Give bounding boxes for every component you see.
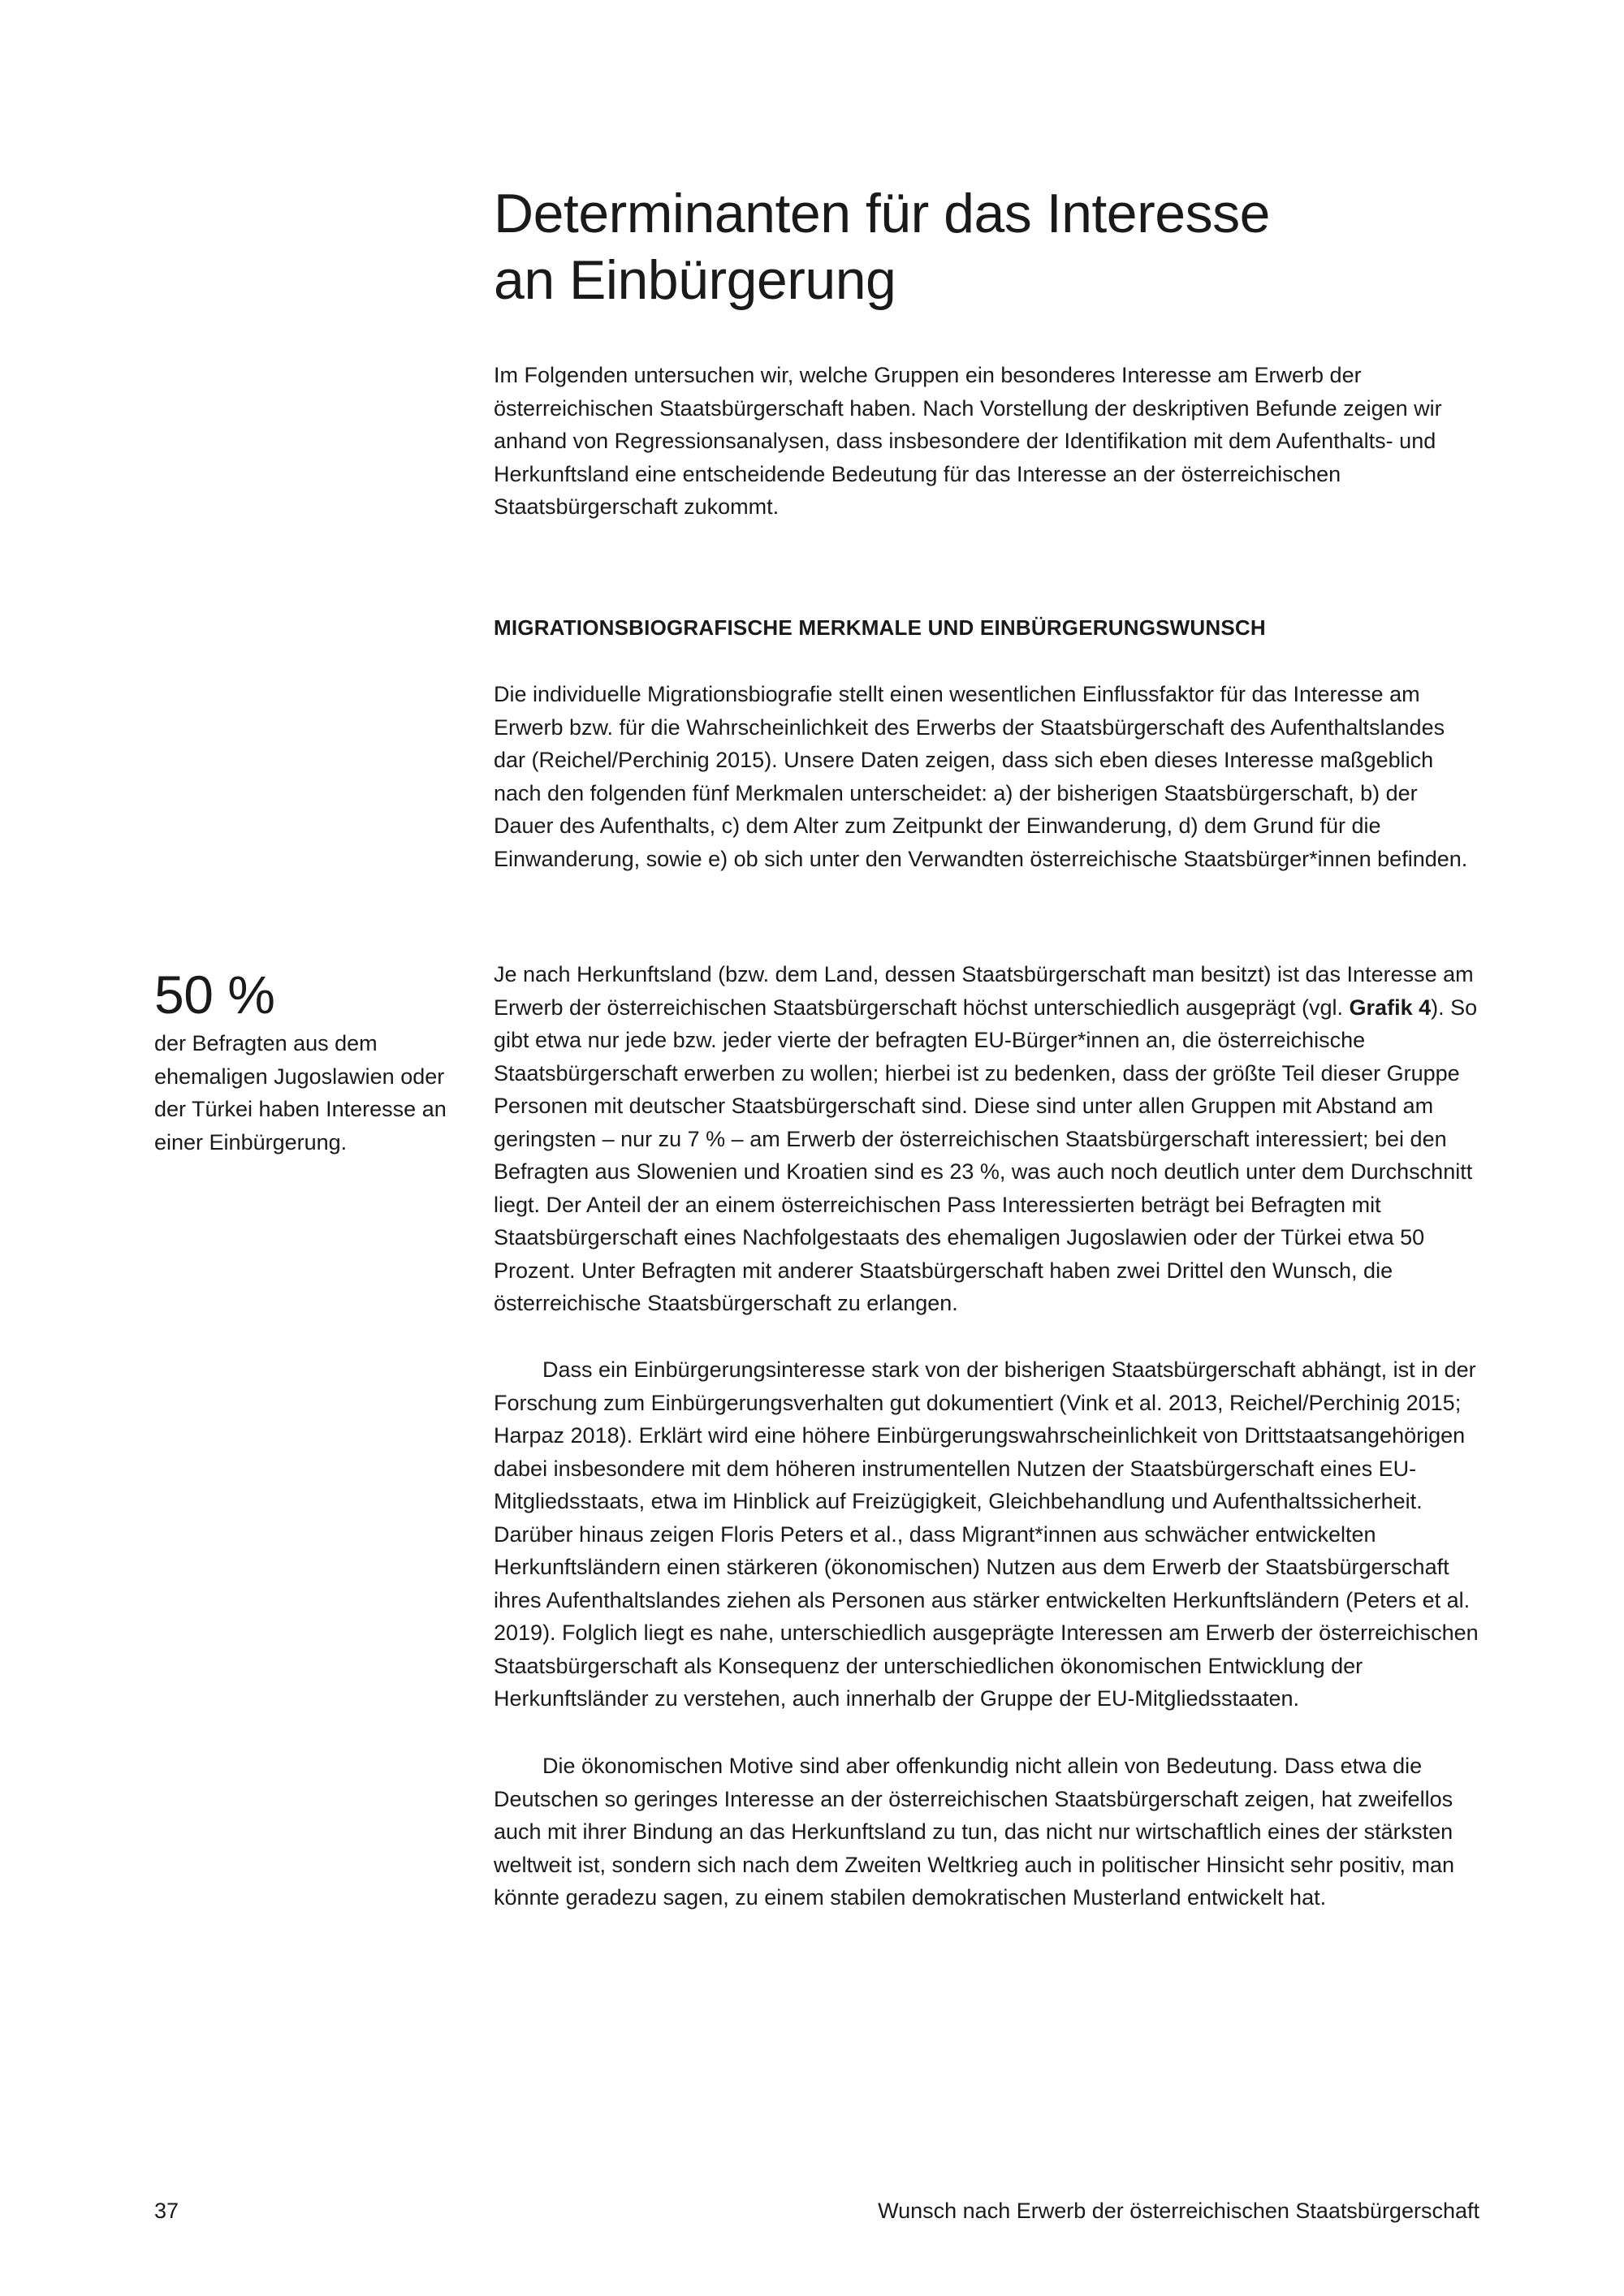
page-title-line-2: an Einbürgerung	[494, 249, 896, 311]
body-paragraph-2	[494, 958, 1480, 1320]
body-paragraph-2-part-1: Je nach Herkunftsland (bzw. dem Land, dessen Staatsbürgerschaft man besitzt) ist das Interesse am Erwerb der österreichischen Staatsbürgerschaft höchst unterschiedlich ausgeprägt (vgl.	[494, 962, 1474, 1020]
running-footer-title: Wunsch nach Erwerb der österreichischen Staatsbürgerschaft	[878, 2199, 1479, 2223]
pull-quote-number: 50 %	[154, 965, 275, 1025]
pull-quote	[154, 962, 447, 1159]
page-title	[494, 180, 1468, 313]
section-heading: MIGRATIONSBIOGRAFISCHE MERKMALE UND EINBÜRGERUNGSWUNSCH	[494, 615, 1266, 640]
figure-reference-link[interactable]: Grafik 4	[1349, 995, 1432, 1020]
body-paragraph-3: Dass ein Einbürgerungsinteresse stark von der bisherigen Staatsbürgerschaft abhängt, ist in der Forschung zum Einbürgerungsverhalten gut dokumentiert (Vink et al. 2013, Reichel/Perchinig 2015; Harpaz 2018). Erklärt wird eine höhere Einbürgerungswahrscheinlichkeit von Drittstaatsangehörigen dabei insbesondere mit dem höheren instrumentellen Nutzen der Staatsbürgerschaft eines EU-Mitgliedsstaats, etwa im Hinblick auf Freizügigkeit, Gleichbehandlung und Aufenthaltssicherheit. Darüber hinaus zeigen Floris Peters et al., dass Migrant*innen aus schwächer entwickelten Herkunftsländern einen stärkeren (ökonomischen) Nutzen aus dem Erwerb der Staatsbürgerschaft ihres Aufenthaltslandes ziehen als Personen aus stärker entwickelten Herkunftsländern (Peters et al. 2019). Folglich liegt es nahe, unterschiedlich ausgeprägte Interessen am Erwerb der österreichischen Staatsbürgerschaft als Konsequenz der unterschiedlichen ökonomischen Entwicklung der Herkunftsländer zu verstehen, auch innerhalb der Gruppe der EU-Mitgliedsstaaten.	[494, 1357, 1479, 1711]
body-paragraph-4: Die ökonomischen Motive sind aber offenkundig nicht allein von Bedeutung. Dass etwa die Deutschen so geringes Interesse an der österreichischen Staatsbürgerschaft zeigen, hat zweifellos auch mit ihrer Bindung an das Herkunftsland zu tun, das nicht nur wirtschaftlich eines der stärksten weltweit ist, sondern sich nach dem Zweiten Weltkrieg auch in politischer Hinsicht sehr positiv, man könnte geradezu sagen, zu einem stabilen demokratischen Musterland entwickelt hat.	[494, 1754, 1455, 1910]
intro-paragraph: Im Folgenden untersuchen wir, welche Gruppen ein besonderes Interesse am Erwerb der österreichischen Staatsbürgerschaft haben. Nach Vorstellung der deskriptiven Befunde zeigen wir anhand von Regressionsanalysen, dass insbesondere der Identifikation mit dem Aufenthalts- und Herkunftsland eine entscheidende Bedeutung für das Interesse an der österreichischen Staatsbürgerschaft zukommt.	[494, 363, 1442, 519]
page-title-line-1: Determinanten für das Interesse	[494, 183, 1270, 244]
page-number: 37	[154, 2199, 179, 2223]
pull-quote-text: der Befragten aus dem ehemaligen Jugoslawien oder der Türkei haben Interesse an einer Einbürgerung.	[154, 1031, 447, 1154]
body-paragraph-2-part-2: ). So gibt etwa nur jede bzw. jeder vierte der befragten EU-Bürger*innen an, die österreichische Staatsbürgerschaft erwerben zu wollen; hierbei ist zu bedenken, dass der größte Teil dieser Gruppe Personen mit deutscher Staatsbürgerschaft sind. Diese sind unter allen Gruppen mit Abstand am geringsten – nur zu 7 % – am Erwerb der österreichischen Staatsbürgerschaft interessiert; bei den Befragten aus Slowenien und Kroatien sind es 23 %, was auch noch deutlich unter dem Durchschnitt liegt. Der Anteil der an einem österreichischen Pass Interessierten beträgt bei Befragten mit Staatsbürgerschaft eines Nachfolgestaats des ehemaligen Jugoslawien oder der Türkei etwa 50 Prozent. Unter Befragten mit anderer Staatsbürgerschaft haben zwei Drittel den Wunsch, die österreichische Staatsbürgerschaft zu erlangen.	[494, 995, 1478, 1315]
body-paragraph-1: Die individuelle Migrationsbiografie stellt einen wesentlichen Einflussfaktor für das Interesse am Erwerb bzw. für die Wahrscheinlichkeit des Erwerbs der Staatsbürgerschaft des Aufenthaltslandes dar (Reichel/Perchinig 2015). Unsere Daten zeigen, dass sich eben dieses Interesse maßgeblich nach den folgenden fünf Merkmalen unterscheidet: a) der bisherigen Staatsbürgerschaft, b) der Dauer des Aufenthalts, c) dem Alter zum Zeitpunkt der Einwanderung, d) dem Grund für die Einwanderung, sowie e) ob sich unter den Verwandten österreichische Staatsbürger*innen befinden.	[494, 682, 1468, 871]
